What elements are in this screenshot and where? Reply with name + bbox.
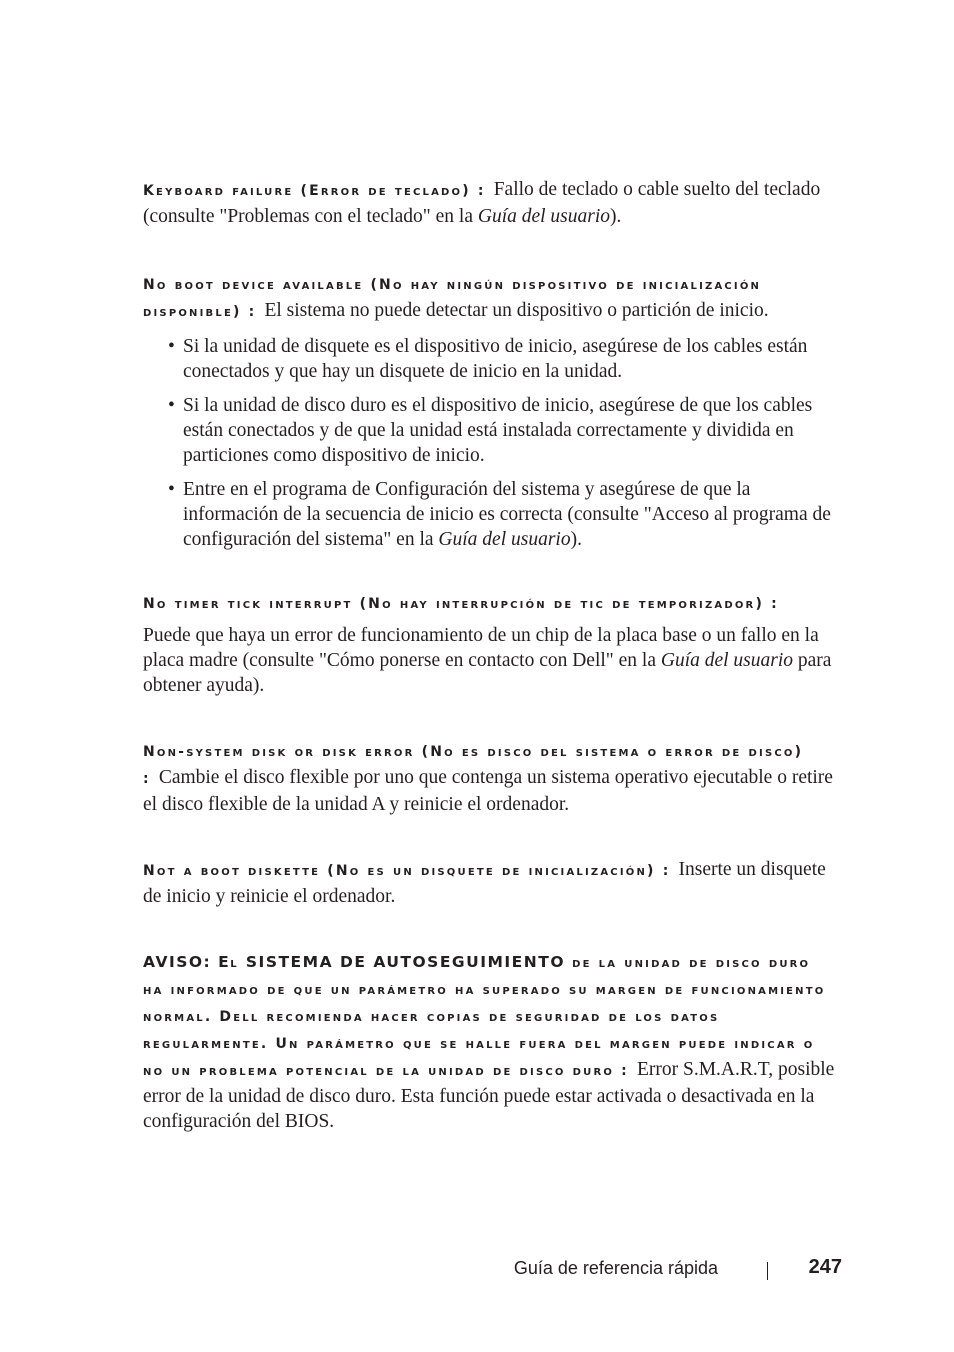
guide-reference: Guía del usuario xyxy=(438,529,571,550)
entry-timer-tick-heading xyxy=(143,590,837,617)
entry-heading: de la unidad de disco duro ha informado de que un parámetro ha superado su margen de funcionamiento normal. Dell recomienda hacer copias de seguridad de los datos regularmente. Un parámetro que se halle fuera del margen puede indicar o no un problema potencial de la unidad de disco duro : xyxy=(143,955,826,1079)
guide-reference: Guía del usuario xyxy=(477,206,611,227)
list-item-text: Si la unidad de disquete es el dispositivo de inicio, asegúrese de los cables están conectados y que hay un disquete de inicio en la unidad. xyxy=(183,336,808,382)
list-item xyxy=(168,334,837,384)
entry-non-system-disk xyxy=(143,738,837,817)
bullet-icon: • xyxy=(168,395,175,416)
entry-heading: Non-system disk or disk error (No es disco del sistema o error de disco) : xyxy=(143,744,804,787)
entry-not-boot-diskette xyxy=(143,857,837,909)
entry-text: El sistema no puede detectar un dispositivo o partición de inicio. xyxy=(264,300,769,321)
page-content xyxy=(143,177,837,1134)
entry-no-boot-device xyxy=(143,271,837,325)
list-item xyxy=(168,477,837,552)
entry-smart-warning xyxy=(143,949,837,1134)
bullet-icon: • xyxy=(168,336,175,357)
page-number: 247 xyxy=(808,1256,842,1278)
entry-keyboard-failure xyxy=(143,177,837,229)
entry-text-end: ). xyxy=(610,206,622,227)
footer-divider xyxy=(767,1262,768,1280)
guide-reference: Guía del usuario xyxy=(660,650,794,671)
entry-heading: Keyboard failure (Error de teclado) : xyxy=(143,183,486,199)
entry-text: Inserte un disquete de inicio y reinicie el ordenador. xyxy=(143,859,826,907)
entry-timer-tick-body xyxy=(143,623,837,698)
entry-text: Fallo de teclado o cable suelto del teclado (consulte "Problemas con el teclado" en la xyxy=(143,179,821,227)
list-item-text-end: ). xyxy=(570,529,582,550)
bullet-list xyxy=(143,334,837,552)
list-item xyxy=(168,393,837,468)
list-item-text: Entre en el programa de Configuración del sistema y asegúrese de que la información de la secuencia de inicio es correcta (consulte "Acceso al programa de configuración del sistema" en la xyxy=(183,479,831,550)
bullet-icon: • xyxy=(168,479,175,500)
footer-title: Guía de referencia rápida xyxy=(513,1258,718,1278)
entry-text: Cambie el disco flexible por uno que contenga un sistema operativo ejecutable o retire el disco flexible de la unidad A y reinicie el ordenador. xyxy=(143,767,833,815)
entry-heading: Not a boot diskette (No es un disquete de inicialización) : xyxy=(143,863,671,879)
notice-label: AVISO: E xyxy=(143,953,231,971)
entry-heading: No boot device available (No hay ningún dispositivo de inicialización disponible) : xyxy=(143,277,762,320)
entry-text: Error S.M.A.R.T, posible error de la unidad de disco duro. Esta función puede estar activada o desactivada en la configuración del BIOS. xyxy=(143,1059,835,1132)
entry-text-end: para obtener ayuda). xyxy=(143,650,832,696)
entry-heading: No timer tick interrupt (No hay interrupción de tic de temporizador) : xyxy=(143,596,779,612)
entry-text: Puede que haya un error de funcionamiento de un chip de la placa base o un fallo en la placa madre (consulte "Cómo ponerse en contacto con Dell" en la xyxy=(143,625,819,671)
list-item-text: Si la unidad de disco duro es el dispositivo de inicio, asegúrese de que los cables están conectados y de que la unidad está instalada correctamente y dividida en particiones como dispositivo de inicio. xyxy=(183,395,813,466)
notice-label-emphasis: SISTEMA DE AUTOSEGUIMIENTO xyxy=(245,953,565,971)
notice-label-tail: l xyxy=(230,955,246,971)
page-footer xyxy=(0,1256,954,1286)
